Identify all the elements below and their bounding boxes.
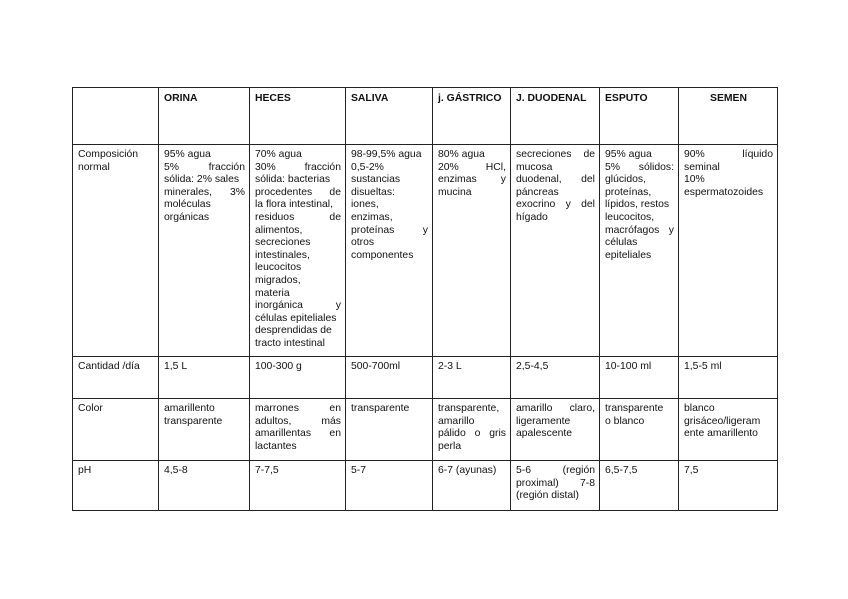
cell-cantidad-saliva: 500-700ml <box>346 357 433 399</box>
cell-composicion-semen: 90% líquido seminal 10% espermatozoides <box>679 145 778 357</box>
header-orina: ORINA <box>159 88 250 145</box>
cell-cantidad-heces: 100-300 g <box>250 357 346 399</box>
cell-ph-gastrico: 6-7 (ayunas) <box>433 461 511 511</box>
cell-composicion-gastrico: 80% agua 20% HCl, enzimas y mucina <box>433 145 511 357</box>
cell-cantidad-esputo: 10-100 ml <box>600 357 679 399</box>
header-heces: HECES <box>250 88 346 145</box>
header-gastrico: j. GÁSTRICO <box>433 88 511 145</box>
cell-composicion-orina: 95% agua 5% fracción sólida: 2% sales minerales, 3% moléculas orgánicas <box>159 145 250 357</box>
row-label-ph: pH <box>73 461 159 511</box>
cell-composicion-heces: 70% agua 30% fracción sólida: bacterias procedentes de la flora intestinal, residuos de alimentos, secreciones intestinales, leucocitos migrados, materia inorgánica y células epiteliales desprendidas de tracto intestinal <box>250 145 346 357</box>
cell-composicion-esputo: 95% agua 5% sólidos: glúcidos, proteínas, lípidos, restos leucocitos, macrófagos y células epiteliales <box>600 145 679 357</box>
row-label-color: Color <box>73 399 159 461</box>
row-ph <box>73 461 778 511</box>
cell-composicion-duodenal: secreciones de mucosa duodenal, del páncreas exocrino y del hígado <box>511 145 600 357</box>
row-composicion <box>73 145 778 357</box>
cell-ph-saliva: 5-7 <box>346 461 433 511</box>
cell-cantidad-gastrico: 2-3 L <box>433 357 511 399</box>
cell-ph-semen: 7,5 <box>679 461 778 511</box>
cell-color-orina: amarillento transparente <box>159 399 250 461</box>
cell-color-heces: marrones en adultos, más amarillentas en lactantes <box>250 399 346 461</box>
cell-color-esputo: transparente o blanco <box>600 399 679 461</box>
cell-color-saliva: transparente <box>346 399 433 461</box>
row-label-composicion: Composición normal <box>73 145 159 357</box>
cell-ph-orina: 4,5-8 <box>159 461 250 511</box>
row-label-cantidad: Cantidad /día <box>73 357 159 399</box>
cell-color-gastrico: transparente, amarillo pálido o gris perla <box>433 399 511 461</box>
cell-cantidad-semen: 1,5-5 ml <box>679 357 778 399</box>
header-saliva: SALIVA <box>346 88 433 145</box>
header-semen: SEMEN <box>679 88 778 145</box>
row-cantidad <box>73 357 778 399</box>
cell-composicion-saliva: 98-99,5% agua 0,5-2% sustancias disueltas: iones, enzimas, proteínas y otros componentes <box>346 145 433 357</box>
cell-color-duodenal: amarillo claro, ligeramente apalescente <box>511 399 600 461</box>
cell-cantidad-orina: 1,5 L <box>159 357 250 399</box>
row-color <box>73 399 778 461</box>
header-duodenal: J. DUODENAL <box>511 88 600 145</box>
cell-cantidad-duodenal: 2,5-4,5 <box>511 357 600 399</box>
cell-ph-heces: 7-7,5 <box>250 461 346 511</box>
fluids-comparison-table <box>72 87 778 511</box>
header-corner <box>73 88 159 145</box>
cell-ph-duodenal: 5-6 (región proximal) 7-8 (región distal) <box>511 461 600 511</box>
header-esputo: ESPUTO <box>600 88 679 145</box>
cell-color-semen: blanco grisáceo/ligeram ente amarillento <box>679 399 778 461</box>
header-row <box>73 88 778 145</box>
cell-ph-esputo: 6,5-7,5 <box>600 461 679 511</box>
